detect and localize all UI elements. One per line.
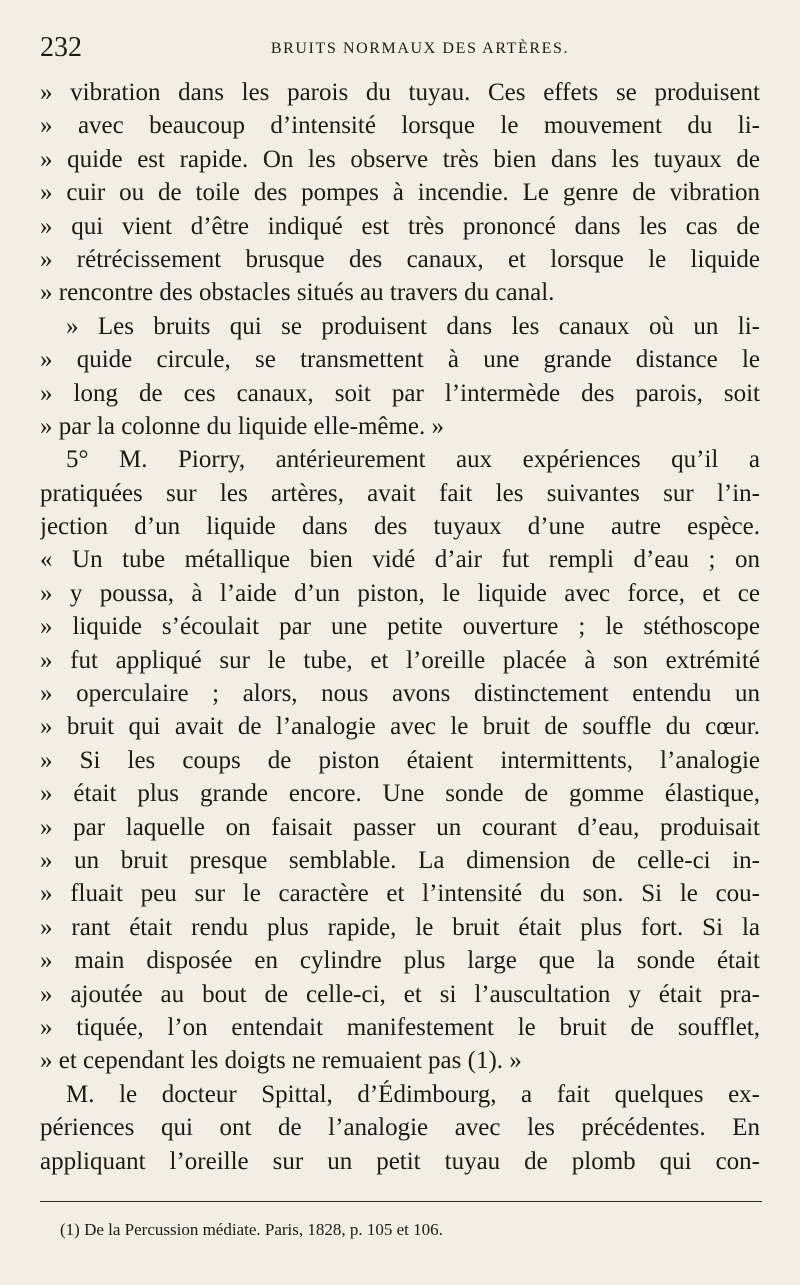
text-line: » avec beaucoup d’intensité lorsque le mouvement du li-	[40, 112, 760, 140]
text-line: » fluait peu sur le caractère et l’intensité du son. Si le cou-	[40, 880, 760, 908]
text-line: » quide circule, se transmettent à une grande distance le	[40, 346, 760, 374]
text-line: » Les bruits qui se produisent dans les canaux où un li-	[66, 312, 760, 340]
footnote-rule	[40, 1201, 762, 1202]
text-line: 5° M. Piorry, antérieurement aux expériences qu’il a	[66, 446, 760, 474]
text-line: » y poussa, à l’aide d’un piston, le liquide avec force, et ce	[40, 579, 760, 607]
text-line: » rencontre des obstacles situés au travers du canal.	[40, 279, 555, 307]
text-line: pratiquées sur les artères, avait fait les suivantes sur l’in-	[40, 479, 760, 507]
text-line: » ajoutée au bout de celle-ci, et si l’auscultation y était pra-	[40, 980, 760, 1008]
footnote: (1) De la Percussion médiate. Paris, 1828, p. 105 et 106.	[60, 1220, 443, 1239]
text-line: M. le docteur Spittal, d’Édimbourg, a fait quelques ex-	[66, 1080, 760, 1108]
page-number: 232	[40, 32, 82, 63]
text-line: » main disposée en cylindre plus large que la sonde était	[40, 947, 760, 975]
text-line: » qui vient d’être indiqué est très prononcé dans les cas de	[40, 212, 760, 240]
text-line: » quide est rapide. On les observe très bien dans les tuyaux de	[40, 145, 760, 173]
text-line: périences qui ont de l’analogie avec les précédentes. En	[40, 1114, 760, 1142]
text-line: » un bruit presque semblable. La dimension de celle-ci in-	[40, 846, 760, 874]
text-line: » vibration dans les parois du tuyau. Ces effets se produisent	[40, 79, 760, 106]
text-line: » rant était rendu plus rapide, le bruit était plus fort. Si la	[40, 913, 760, 941]
text-line: » Si les coups de piston étaient intermittents, l’analogie	[40, 746, 760, 774]
text-line: » et cependant les doigts ne remuaient pas (1). »	[40, 1047, 522, 1075]
text-line: jection d’un liquide dans des tuyaux d’une autre espèce.	[40, 513, 760, 541]
text-line: » par la colonne du liquide elle-même. »	[40, 412, 445, 440]
text-line: » par laquelle on faisait passer un courant d’eau, produisait	[40, 813, 760, 841]
text-line: » long de ces canaux, soit par l’intermède des parois, soit	[40, 379, 760, 407]
text-line: » était plus grande encore. Une sonde de gomme élastique,	[40, 780, 760, 808]
text-line: » fut appliqué sur le tube, et l’oreille placée à son extrémité	[40, 646, 760, 674]
body-text	[40, 76, 760, 1178]
text-line: » tiquée, l’on entendait manifestement le bruit de soufflet,	[40, 1013, 760, 1041]
text-line: » rétrécissement brusque des canaux, et lorsque le liquide	[40, 245, 760, 273]
text-line: appliquant l’oreille sur un petit tuyau de plomb qui con-	[40, 1147, 760, 1175]
text-line: « Un tube métallique bien vidé d’air fut rempli d’eau ; on	[40, 546, 760, 574]
text-line: » operculaire ; alors, nous avons distinctement entendu un	[40, 680, 760, 708]
running-title: BRUITS NORMAUX DES ARTÈRES.	[270, 40, 570, 57]
text-line: » cuir ou de toile des pompes à incendie. Le genre de vibration	[40, 179, 760, 207]
text-line: » liquide s’écoulait par une petite ouverture ; le stéthoscope	[40, 613, 760, 641]
page-header	[40, 32, 760, 72]
text-line: » bruit qui avait de l’analogie avec le bruit de souffle du cœur.	[40, 713, 760, 741]
